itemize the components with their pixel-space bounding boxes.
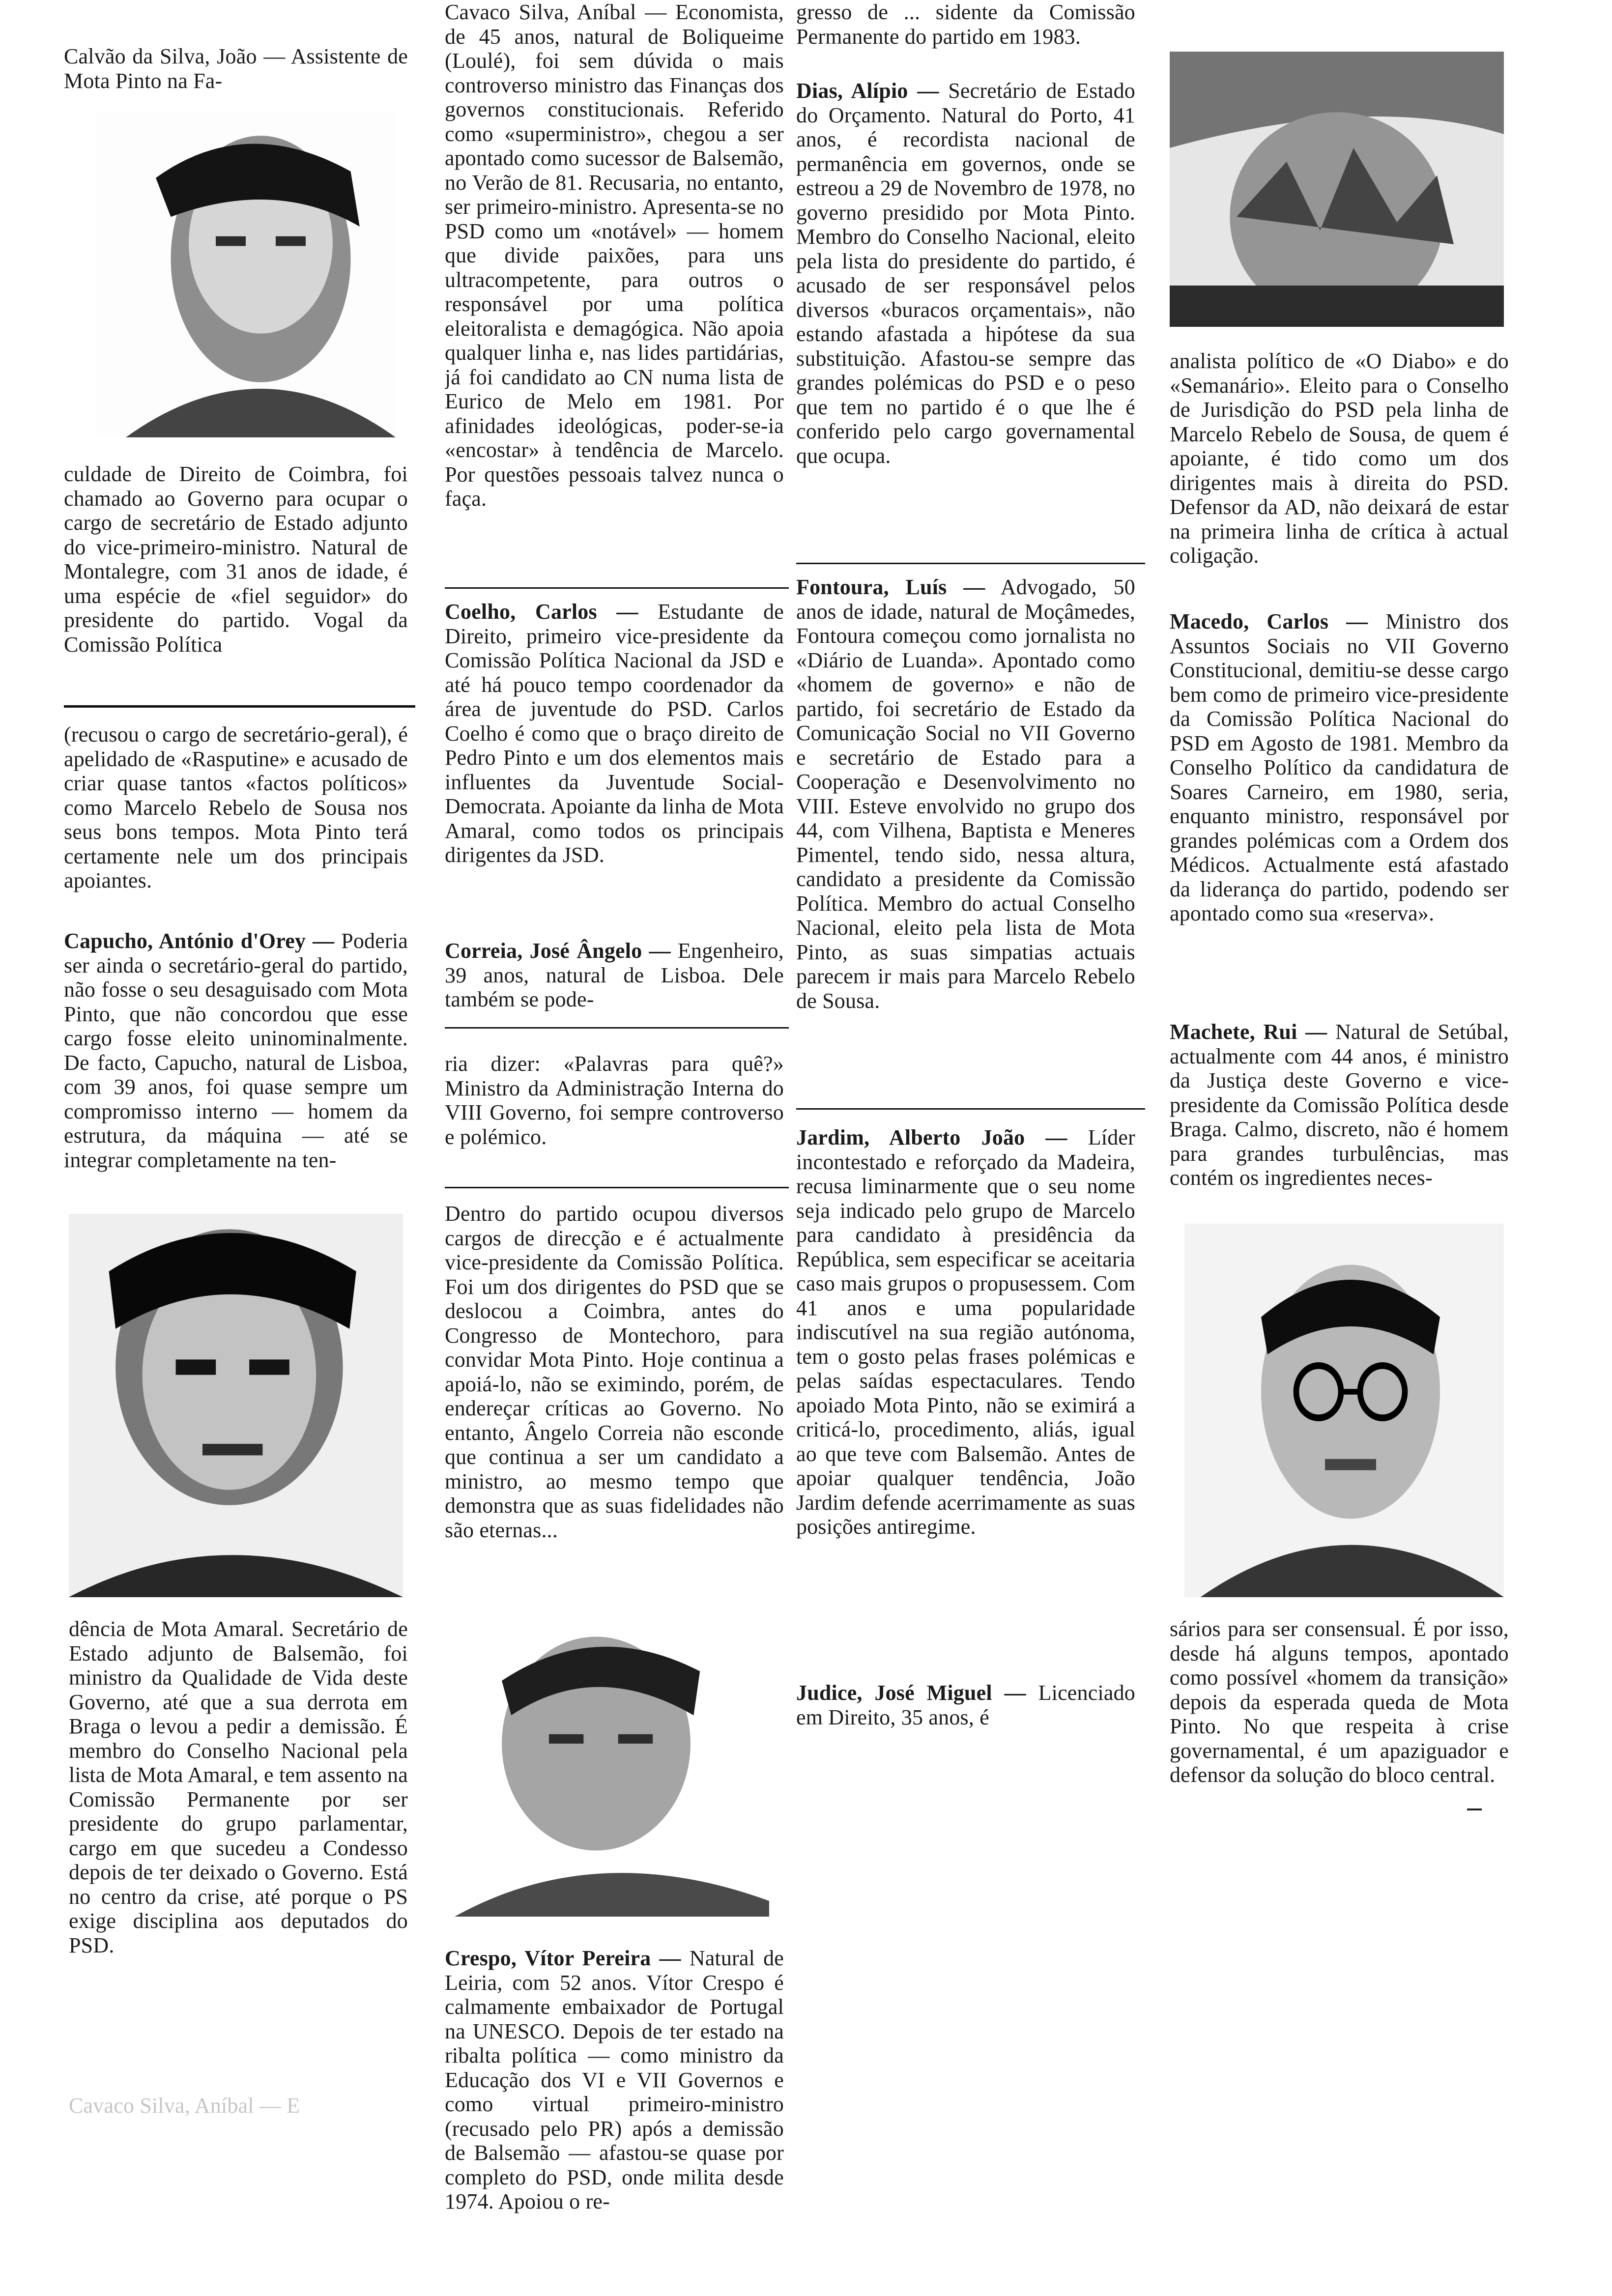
entry-body: Ministro dos Assuntos Sociais no VII Governo Constitucional, demitiu-se desse cargo bem como de primeiro vice-presidente da Comissão Política Nacional do PSD em Agosto de 1981. Membro da Conselho Político da candidatura de Soares Carneiro, em 1980, seria, enquanto ministro, responsável por grandes polémicas com a Ordem dos Médicos. Actualmente está afastado da liderança do partido, podendo ser apontado como sua «reserva».: [1170, 609, 1509, 925]
portrait-photo-crespo: [455, 1602, 769, 1917]
section-divider: [796, 563, 1145, 564]
article-text: analista político de «O Diabo» e do «Semanário». Eleito para o Conselho de Jurisdição do PSD pela linha de Marcelo Rebelo de Sousa, de quem é apoiante, é tido como um dos dirigentes mais à direita do PSD. Defensor da AD, não deixará de estar na primeira linha de crítica à actual coligação.: [1170, 349, 1509, 568]
article-text: Cavaco Silva, Aníbal — Economista, de 45 anos, natural de Boliqueime (Loulé), foi sem dúvida o mais controverso ministro das Finanças dos governos constitucionais. Referido como «superministro», chegou a ser apontado como sucessor de Balsemão, no Verão de 81. Recusaria, no entanto, ser primeiro-ministro. Apresenta-se no PSD como um «notável» — homem que divide paixões, para uns ultracompetente, para outros o responsável por uma política eleitoralista e demagógica. Não apoia qualquer linha e, nas lides partidárias, já foi candidato ao CN numa lista de Eurico de Melo em 1981. Por afinidades ideológicas, poder-se-ia «encostar» à tendência de Marcelo. Por questões pessoais talvez nunca o faça.: [445, 0, 784, 511]
section-divider: [445, 1027, 789, 1029]
article-text: ria dizer: «Palavras para quê?» Ministro da Administração Interna do VIII Governo, foi sempre controverso e polémico.: [445, 1052, 784, 1149]
end-mark: [1467, 1808, 1482, 1810]
entry-body: Licenciado em Direito, 35 anos, é: [796, 1681, 1135, 1729]
article-text: culdade de Direito de Coimbra, foi chamado ao Governo para ocupar o cargo de secretário de Estado adjunto do vice-primeiro-ministro. Natural de Montalegre, com 31 anos de idade, é uma espécie de «fiel seguidor» do presidente do partido. Vogal da Comissão Política: [64, 462, 408, 657]
article-text: dência de Mota Amaral. Secretário de Estado adjunto de Balsemão, foi ministro da Qualidade de Vida deste Governo, até que a sua derrota em Braga o levou a pedir a demissão. É membro do Conselho Nacional pela lista de Mota Amaral, e tem assento na Comissão Permanente por ser presidente do grupo parlamentar, cargo em que sucedeu a Condesso depois de ter deixado o Governo. Está no centro da crise, até porque o PS exige disciplina aos deputados do PSD.: [69, 1617, 408, 1957]
article-text: Calvão da Silva, João — Assistente de Mota Pinto na Fa-: [64, 44, 408, 93]
entry-lead: Judice, José Miguel —: [796, 1681, 1026, 1705]
section-divider: [64, 705, 415, 708]
article-text: [445, 1946, 784, 2214]
article-text: [445, 939, 784, 1012]
article-text: (recusou o cargo de secretário-geral), é apelidado de «Rasputine» e acusado de criar quase tantos «factos políticos» como Marcelo Rebelo de Sousa nos seus bons tempos. Mota Pinto terá certamente nele um dos principais apoiantes.: [64, 722, 408, 892]
column-1: [64, 34, 408, 2256]
portrait-photo-machete: [1184, 1224, 1504, 1597]
column-4: [1170, 44, 1514, 2207]
article-text: sários para ser consensual. É por isso, desde há alguns tempos, apontado como possível «homem da transição» depois da esperada queda de Mota Pinto. No que respeita à crise governamental, é um apaziguador e defensor da solução do bloco central.: [1170, 1617, 1509, 1787]
column-2: [445, 0, 784, 2280]
entry-lead: Crespo, Vítor Pereira —: [445, 1946, 681, 1970]
entry-lead: Jardim, Alberto João —: [796, 1125, 1067, 1149]
article-text: [1170, 1020, 1509, 1190]
article-text: [796, 1125, 1135, 1539]
article-text: [796, 1681, 1135, 1729]
entry-lead: Correia, José Ângelo —: [445, 939, 671, 963]
section-divider: [445, 587, 789, 589]
entry-body: Advogado, 50 anos de idade, natural de Moçâmedes, Fontoura começou como jornalista no «Diário de Luanda». Apontado como «homem de governo» e não de partido, foi secretário de Estado da Comunicação Social no VII Governo e secretário de Estado para a Cooperação e Desenvolvimento no VIII. Esteve envolvido no grupo dos 44, com Vilhena, Baptista e Meneres Pimentel, tendo sido, nessa altura, candidato a presidente da Comissão Política. Membro do actual Conselho Nacional, eleito pela lista de Mota Pinto, as suas simpatias actuais parecem ir mais para Marcelo Rebelo de Sousa.: [796, 575, 1135, 1013]
entry-lead: Machete, Rui —: [1170, 1020, 1327, 1044]
article-text: gresso de ... sidente da Comissão Permanente do partido em 1983.: [796, 0, 1135, 49]
section-divider: [445, 1187, 789, 1188]
entry-lead: Macedo, Carlos —: [1170, 609, 1368, 633]
article-text: [64, 929, 408, 1172]
article-text: [796, 575, 1135, 1013]
entry-body: Estudante de Direito, primeiro vice-presidente da Comissão Política Nacional da JSD e até há pouco tempo coordenador da área de juventude do PSD. Carlos Coelho é como que o braço direito de Pedro Pinto e um dos elementos mais influentes da Juventude Social-Democrata. Apoiante da linha de Mota Amaral, como todos os principais dirigentes da JSD.: [445, 600, 784, 867]
entry-body: Secretário de Estado do Orçamento. Natural do Porto, 41 anos, é recordista nacional de permanência em governos, onde se estreou a 29 de Novembro de 1978, no governo presidido por Mota Pinto. Membro do Conselho Nacional, eleito pela lista do presidente do partido, é acusado de ser responsável pelos diversos «buracos orçamentais», não estando afastada a hipótese da sua substituição. Afastou-se sempre das grandes polémicas do PSD e o peso que tem no partido é o que lhe é conferido pelo cargo governamental que ocupa.: [796, 79, 1135, 468]
entry-lead: Capucho, António d'Orey —: [64, 929, 335, 953]
article-text: Cavaco Silva, Aníbal — E: [69, 2094, 300, 2118]
portrait-photo-judice: [1170, 52, 1504, 327]
entry-body: Natural de Leiria, com 52 anos. Vítor Crespo é calmamente embaixador de Portugal na UNESCO. Depois de ter estado na ribalta política — como ministro da Educação dos VI e VII Governos e como virtual primeiro-ministro (recusado pelo PR) após a demissão de Balsemão — afastou-se quase por completo do PSD, onde milita desde 1974. Apoiou o re-: [445, 1946, 784, 2213]
entry-body: Líder incontestado e reforçado da Madeira, recusa liminarmente que o seu nome seja indicado pelo grupo de Marcelo para candidato à presidência da República, sem especificar se aceitaria caso mais grupos o propusessem. Com 41 anos e uma popularidade indiscutível na sua região autónoma, tem o gosto pelas frases polémicas e pelas saídas espectaculares. Tendo apoiado Mota Pinto, não se eximirá a criticá-lo, procedimento, aliás, igual ao que teve com Balsemão. Antes de apoiar qualquer tendência, João Jardim defende acerrimamente as suas posições antiregime.: [796, 1125, 1135, 1539]
section-divider: [796, 1108, 1145, 1110]
entry-lead: Fontoura, Luís —: [796, 575, 985, 599]
portrait-photo-capucho: [69, 1214, 403, 1597]
entry-body: Natural de Setúbal, actualmente com 44 anos, é ministro da Justiça deste Governo e vice-presidente da Comissão Política desde Braga. Calmo, discreto, não é homem para grandes turbulências, mas contém os ingredientes neces-: [1170, 1020, 1509, 1190]
column-3: [796, 0, 1140, 2280]
entry-body: Engenheiro, 39 anos, natural de Lisboa. Dele também se pode-: [445, 939, 784, 1011]
article-text: Dentro do partido ocupou diversos cargos de direcção e é actualmente vice-presidente da Comissão Política. Foi um dos dirigentes do PSD que se deslocou a Coimbra, antes do Congresso de Montechoro, para convidar Mota Pinto. Hoje continua a apoiá-lo, não se eximindo, porém, de endereçar críticas ao Governo. No entanto, Ângelo Correia não esconde que continua a ser um candidato a ministro, ao mesmo tempo que demonstra que as suas fidelidades não são eternas...: [445, 1202, 784, 1542]
entry-lead: Coelho, Carlos —: [445, 600, 638, 624]
portrait-photo-calvao-da-silva: [96, 113, 396, 437]
entry-lead: Dias, Alípio —: [796, 79, 939, 103]
article-text: [1170, 609, 1509, 926]
article-text: [796, 79, 1135, 468]
entry-body: Poderia ser ainda o secretário-geral do partido, não fosse o seu desaguisado com Mota Pinto, que não concordou que esse cargo fosse eleito uninominalmente. De facto, Capucho, natural de Lisboa, com 39 anos, foi quase sempre um compromisso interno — homem da estrutura, da máquina — até se integrar completamente na ten-: [64, 929, 408, 1172]
article-text: [445, 600, 784, 867]
